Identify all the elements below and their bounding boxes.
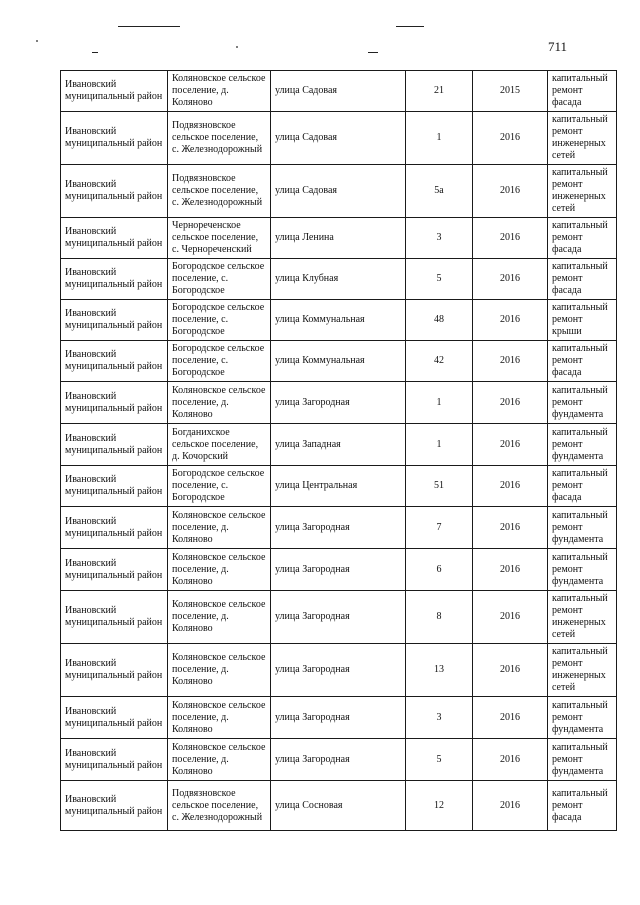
table-row: [61, 424, 617, 466]
street-cell: улица Садовая: [271, 165, 406, 218]
house-number-cell: 7: [406, 507, 473, 549]
settlement-cell: Коляновское сельское поселение, д. Коляново: [168, 507, 271, 549]
table-row: [61, 259, 617, 300]
page-number: 711: [548, 39, 568, 54]
house-number-cell: 1: [406, 112, 473, 165]
district-cell: Ивановский муниципальный район: [61, 591, 168, 644]
house-number-cell: 3: [406, 697, 473, 739]
district-cell: Ивановский муниципальный район: [61, 112, 168, 165]
district-cell: Ивановский муниципальный район: [61, 259, 168, 300]
year-cell: 2016: [473, 165, 548, 218]
repair-type-cell: капитальный ремонт инженерных сетей: [548, 591, 617, 644]
year-cell: 2016: [473, 300, 548, 341]
year-cell: 2016: [473, 382, 548, 424]
street-cell: улица Центральная: [271, 466, 406, 507]
table-row: [61, 218, 617, 259]
settlement-cell: Подвязновское сельское поселение, с. Железнодорожный: [168, 165, 271, 218]
table-row: [61, 300, 617, 341]
year-cell: 2016: [473, 697, 548, 739]
district-cell: Ивановский муниципальный район: [61, 644, 168, 697]
scan-line-short: [92, 52, 98, 53]
year-cell: 2016: [473, 507, 548, 549]
district-cell: Ивановский муниципальный район: [61, 424, 168, 466]
scan-line-right: [396, 26, 424, 27]
repair-type-cell: капитальный ремонт фундамента: [548, 739, 617, 781]
house-number-cell: 6: [406, 549, 473, 591]
year-cell: 2016: [473, 739, 548, 781]
district-cell: Ивановский муниципальный район: [61, 382, 168, 424]
table-row: [61, 697, 617, 739]
settlement-cell: Подвязновское сельское поселение, с. Железнодорожный: [168, 781, 271, 831]
table-body: [61, 71, 617, 831]
settlement-cell: Чернореченское сельское поселение, с. Чернореченский: [168, 218, 271, 259]
year-cell: 2016: [473, 424, 548, 466]
street-cell: улица Загородная: [271, 591, 406, 644]
year-cell: 2016: [473, 591, 548, 644]
table-row: [61, 739, 617, 781]
settlement-cell: Подвязновское сельское поселение, с. Железнодорожный: [168, 112, 271, 165]
settlement-cell: Богородское сельское поселение, с. Богородское: [168, 341, 271, 382]
settlement-cell: Коляновское сельское поселение, д. Коляново: [168, 739, 271, 781]
table-row: [61, 71, 617, 112]
street-cell: улица Загородная: [271, 382, 406, 424]
house-number-cell: 42: [406, 341, 473, 382]
district-cell: Ивановский муниципальный район: [61, 71, 168, 112]
settlement-cell: Богородское сельское поселение, с. Богородское: [168, 466, 271, 507]
settlement-cell: Коляновское сельское поселение, д. Коляново: [168, 549, 271, 591]
street-cell: улица Западная: [271, 424, 406, 466]
repair-type-cell: капитальный ремонт фасада: [548, 259, 617, 300]
street-cell: улица Сосновая: [271, 781, 406, 831]
repair-type-cell: капитальный ремонт фасада: [548, 341, 617, 382]
district-cell: Ивановский муниципальный район: [61, 549, 168, 591]
repair-type-cell: капитальный ремонт фундамента: [548, 549, 617, 591]
house-number-cell: 8: [406, 591, 473, 644]
house-number-cell: 51: [406, 466, 473, 507]
settlement-cell: Коляновское сельское поселение, д. Коляново: [168, 382, 271, 424]
house-number-cell: 21: [406, 71, 473, 112]
district-cell: Ивановский муниципальный район: [61, 739, 168, 781]
house-number-cell: 5: [406, 739, 473, 781]
street-cell: улица Коммунальная: [271, 341, 406, 382]
house-number-cell: 1: [406, 382, 473, 424]
table-row: [61, 165, 617, 218]
street-cell: улица Загородная: [271, 507, 406, 549]
scan-line-left: [118, 26, 180, 27]
district-cell: Ивановский муниципальный район: [61, 781, 168, 831]
house-number-cell: 5а: [406, 165, 473, 218]
street-cell: улица Загородная: [271, 739, 406, 781]
scan-speck: [236, 46, 238, 48]
settlement-cell: Богданихское сельское поселение, д. Кочорский: [168, 424, 271, 466]
repair-type-cell: капитальный ремонт фундамента: [548, 697, 617, 739]
repair-type-cell: капитальный ремонт фасада: [548, 218, 617, 259]
table-row: [61, 781, 617, 831]
district-cell: Ивановский муниципальный район: [61, 697, 168, 739]
street-cell: улица Загородная: [271, 644, 406, 697]
year-cell: 2016: [473, 781, 548, 831]
district-cell: Ивановский муниципальный район: [61, 218, 168, 259]
district-cell: Ивановский муниципальный район: [61, 466, 168, 507]
table-row: [61, 591, 617, 644]
district-cell: Ивановский муниципальный район: [61, 507, 168, 549]
table-row: [61, 549, 617, 591]
settlement-cell: Богородское сельское поселение, с. Богородское: [168, 259, 271, 300]
table-row: [61, 341, 617, 382]
street-cell: улица Садовая: [271, 112, 406, 165]
house-number-cell: 5: [406, 259, 473, 300]
table-row: [61, 507, 617, 549]
year-cell: 2016: [473, 549, 548, 591]
house-number-cell: 48: [406, 300, 473, 341]
repair-type-cell: капитальный ремонт инженерных сетей: [548, 644, 617, 697]
year-cell: 2016: [473, 259, 548, 300]
repair-type-cell: капитальный ремонт инженерных сетей: [548, 165, 617, 218]
scan-line-mid: [368, 52, 378, 53]
settlement-cell: Коляновское сельское поселение, д. Коляново: [168, 697, 271, 739]
street-cell: улица Загородная: [271, 549, 406, 591]
house-number-cell: 12: [406, 781, 473, 831]
repair-type-cell: капитальный ремонт фасада: [548, 466, 617, 507]
repair-type-cell: капитальный ремонт фасада: [548, 781, 617, 831]
street-cell: улица Садовая: [271, 71, 406, 112]
house-number-cell: 1: [406, 424, 473, 466]
house-number-cell: 3: [406, 218, 473, 259]
settlement-cell: Коляновское сельское поселение, д. Коляново: [168, 71, 271, 112]
repair-type-cell: капитальный ремонт фундамента: [548, 507, 617, 549]
street-cell: улица Загородная: [271, 697, 406, 739]
settlement-cell: Коляновское сельское поселение, д. Коляново: [168, 591, 271, 644]
street-cell: улица Коммунальная: [271, 300, 406, 341]
year-cell: 2016: [473, 341, 548, 382]
street-cell: улица Ленина: [271, 218, 406, 259]
district-cell: Ивановский муниципальный район: [61, 165, 168, 218]
year-cell: 2016: [473, 644, 548, 697]
table-row: [61, 112, 617, 165]
year-cell: 2016: [473, 466, 548, 507]
table-row: [61, 382, 617, 424]
repair-type-cell: капитальный ремонт крыши: [548, 300, 617, 341]
table-row: [61, 466, 617, 507]
house-number-cell: 13: [406, 644, 473, 697]
table-row: [61, 644, 617, 697]
repair-type-cell: капитальный ремонт фасада: [548, 71, 617, 112]
repair-type-cell: капитальный ремонт фундамента: [548, 424, 617, 466]
settlement-cell: Коляновское сельское поселение, д. Коляново: [168, 644, 271, 697]
district-cell: Ивановский муниципальный район: [61, 300, 168, 341]
street-cell: улица Клубная: [271, 259, 406, 300]
scan-speck: [36, 40, 38, 42]
housing-repair-table: [60, 70, 617, 831]
year-cell: 2016: [473, 218, 548, 259]
district-cell: Ивановский муниципальный район: [61, 341, 168, 382]
year-cell: 2015: [473, 71, 548, 112]
year-cell: 2016: [473, 112, 548, 165]
repair-type-cell: капитальный ремонт инженерных сетей: [548, 112, 617, 165]
repair-type-cell: капитальный ремонт фундамента: [548, 382, 617, 424]
settlement-cell: Богородское сельское поселение, с. Богородское: [168, 300, 271, 341]
